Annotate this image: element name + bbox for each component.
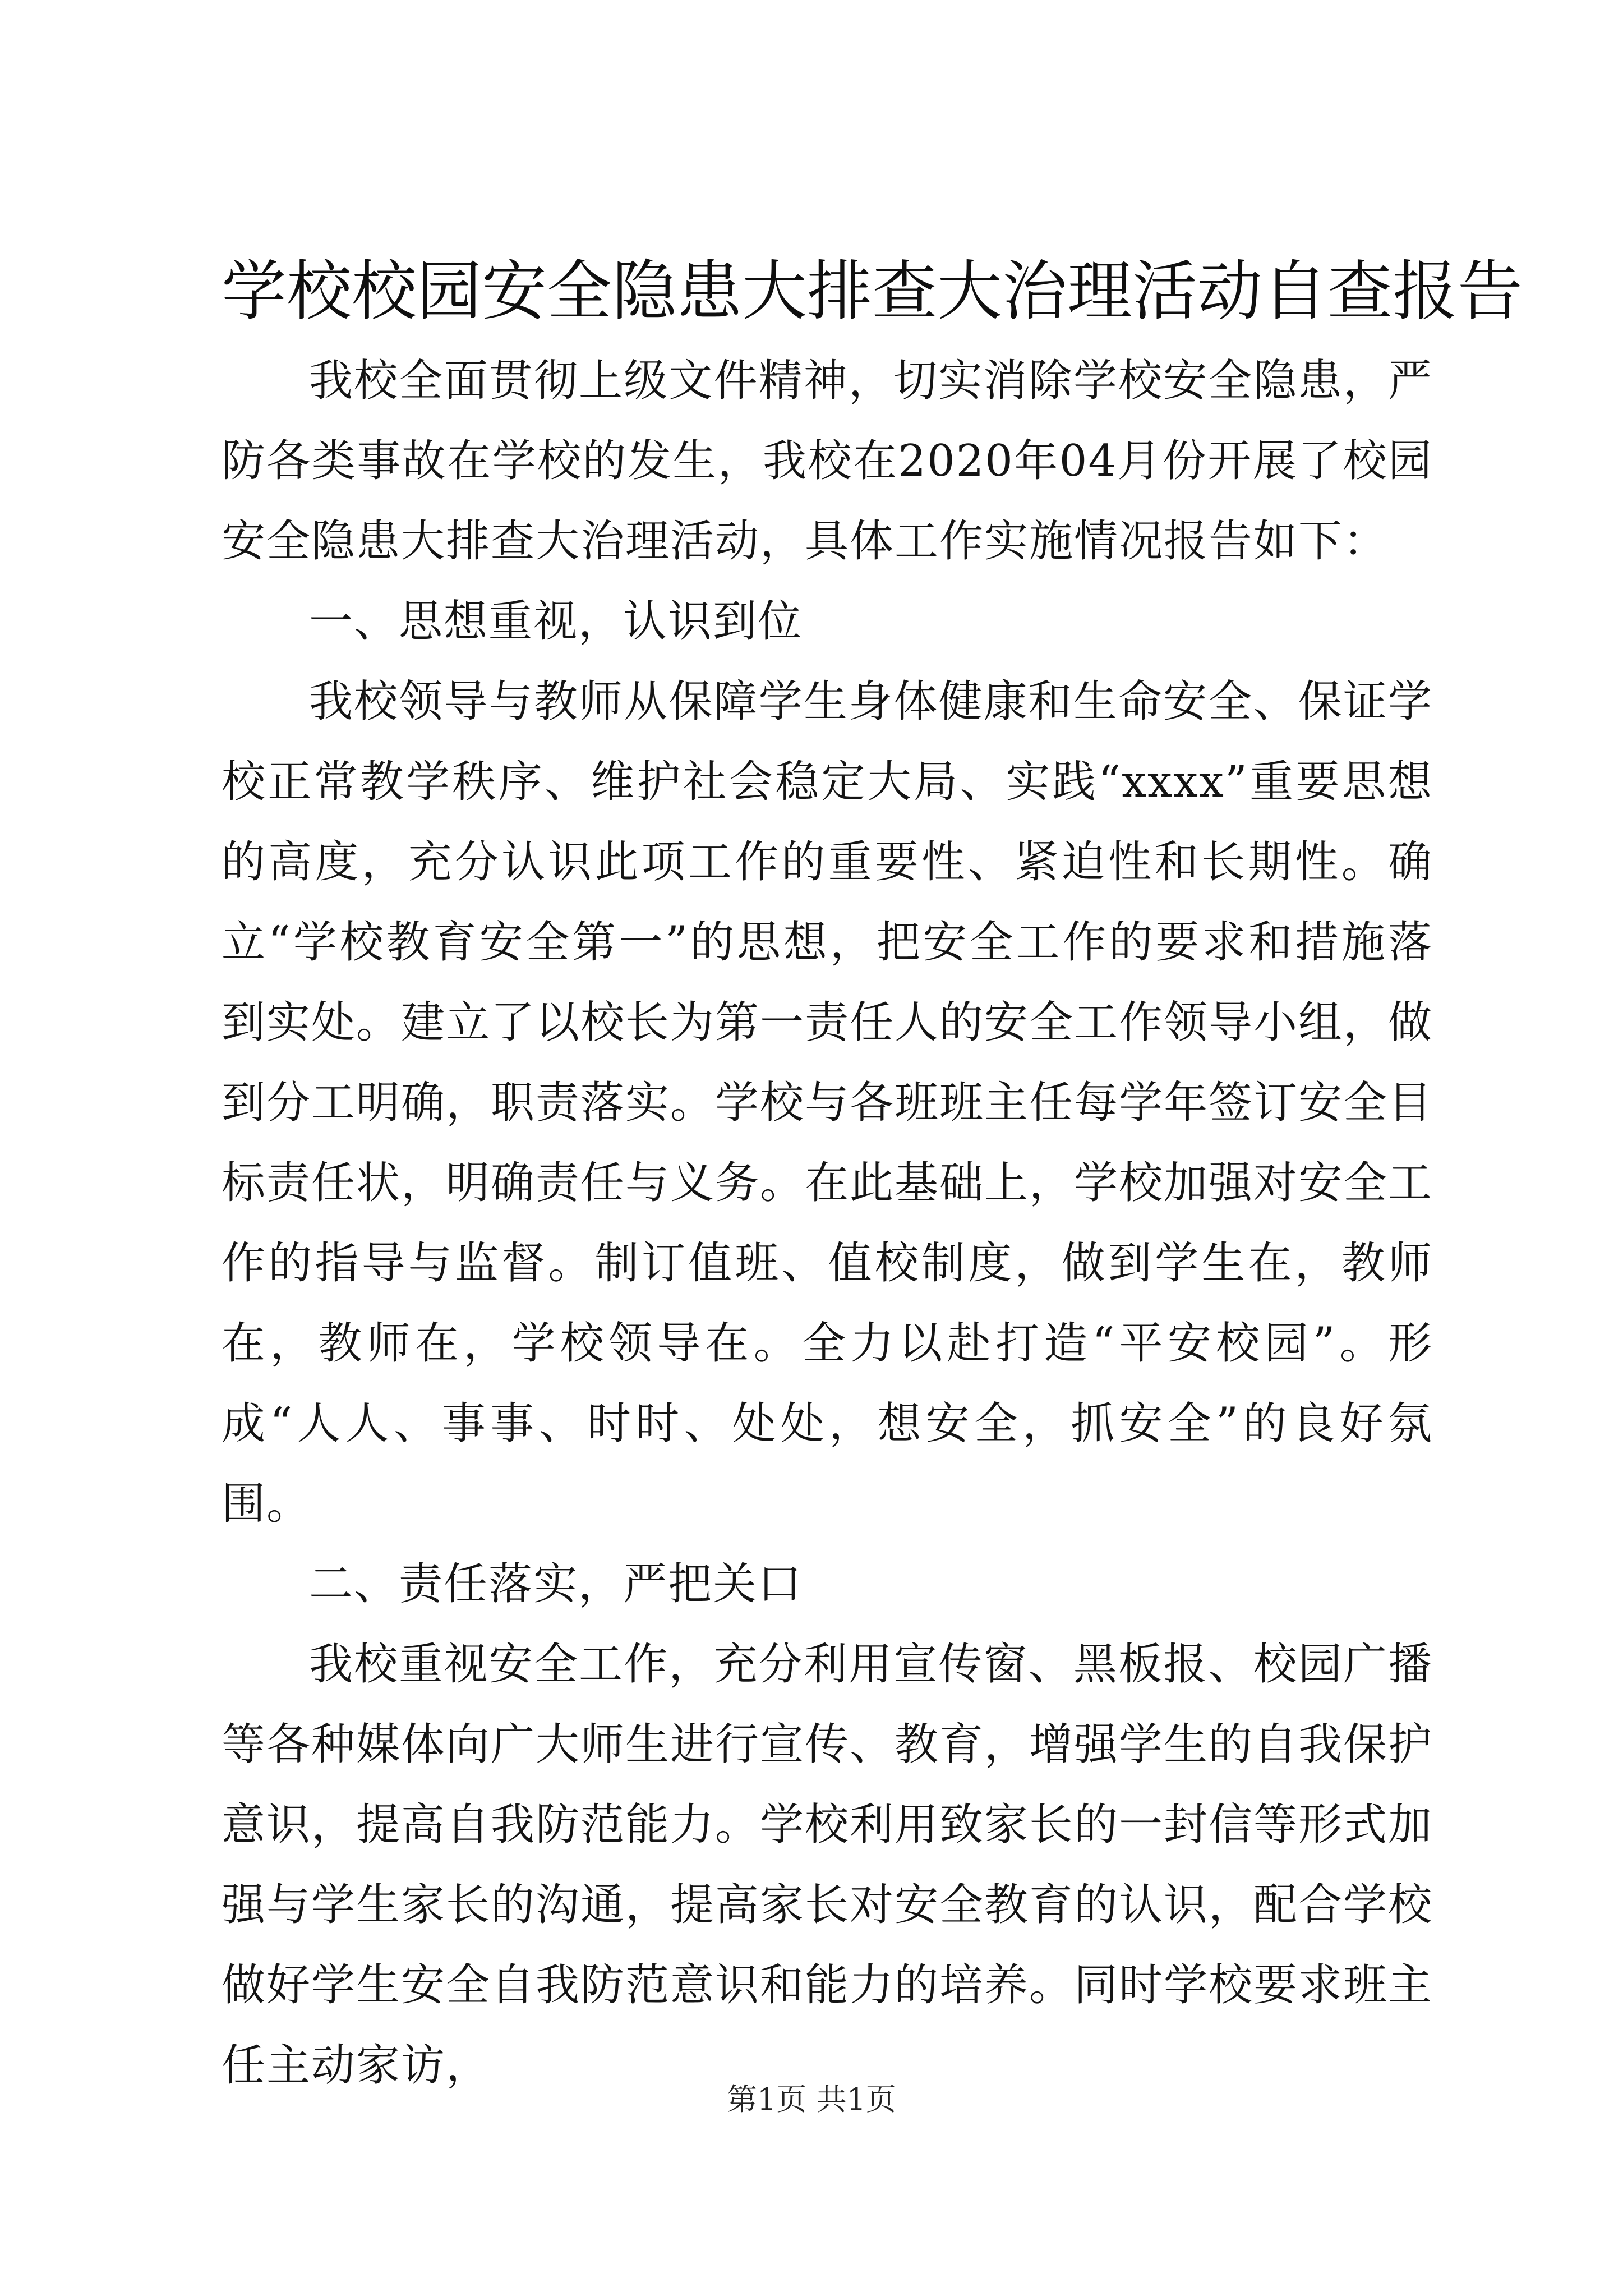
- intro-paragraph: 我校全面贯彻上级文件精神，切实消除学校安全隐患，严防各类事故在学校的发生，我校在2020年04月份开展了校园安全隐患大排查大治理活动，具体工作实施情况报告如下：: [222, 356, 1433, 567]
- document-content: [222, 247, 1523, 2106]
- section-heading-1: 一、思想重视，认识到位: [309, 596, 803, 647]
- section-heading-2: 二、责任落实，严把关口: [309, 1559, 803, 1609]
- section-2-paragraph: 我校重视安全工作，充分利用宣传窗、黑板报、校园广播等各种媒体向广大师生进行宣传、教育，增强学生的自我保护意识，提高自我防范能力。学校利用致家长的一封信等形式加强与学生家长的沟通，提高家长对安全教育的认识，配合学校做好学生安全自我防范意识和能力的培养。同时学校要求班主任主动家访，: [222, 1639, 1433, 2091]
- document-body: [222, 341, 1433, 2106]
- page-footer: 第1页 共1页: [727, 2082, 896, 2117]
- section-1-paragraph: 我校领导与教师从保障学生身体健康和生命安全、保证学校正常教学秩序、维护社会稳定大局、实践“xxxx”重要思想的高度，充分认识此项工作的重要性、紧迫性和长期性。确立“学校教育安全第一”的思想，把安全工作的要求和措施落到实处。建立了以校长为第一责任人的安全工作领导小组，做到分工明确，职责落实。学校与各班班主任每学年签订安全目标责任状，明确责任与义务。在此基础上，学校加强对安全工作的指导与监督。制订值班、值校制度，做到学生在，教师在，教师在，学校领导在。全力以赴打造“平安校园”。形成“人人、事事、时时、处处，想安全，抓安全”的良好氛围。: [222, 677, 1433, 1529]
- document-title: 学校校园安全隐患大排查大治理活动自查报告: [222, 254, 1523, 329]
